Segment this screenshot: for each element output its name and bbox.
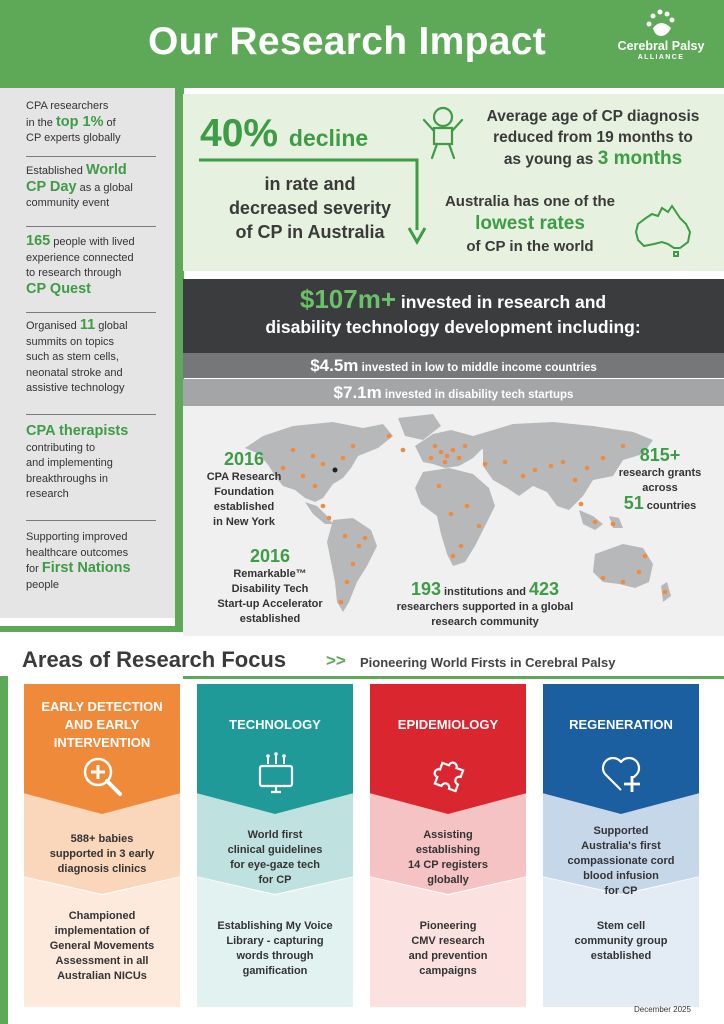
highlight: CP Day <box>26 178 77 195</box>
location-dot <box>313 484 318 489</box>
column-achievement <box>34 909 170 984</box>
location-dot <box>445 454 450 459</box>
column-early-detection <box>24 684 180 1009</box>
annotation-institutions <box>370 579 600 630</box>
location-dot <box>351 562 356 567</box>
location-dot <box>483 462 488 467</box>
text: community group <box>574 935 668 947</box>
sidebar-item-therapists <box>26 424 166 503</box>
sidebar-item-top-experts <box>26 99 166 147</box>
sidebar-item-world-cp-day <box>26 163 166 212</box>
column-achievement <box>553 919 689 964</box>
magnifier-cross-icon <box>80 754 126 800</box>
text: campaigns <box>419 965 477 977</box>
location-dot <box>343 534 348 539</box>
text: healthcare outcomes <box>26 546 129 559</box>
text: TECHNOLOGY <box>229 717 321 732</box>
text: research <box>26 488 69 500</box>
amount: $7.1m <box>333 383 382 402</box>
text: EPIDEMIOLOGY <box>397 717 499 732</box>
location-dot <box>463 444 468 449</box>
date-label: December 2025 <box>634 1005 691 1014</box>
text: Australia has one of the <box>444 193 616 210</box>
text: of CP in the world <box>466 238 594 255</box>
location-dot <box>579 502 584 507</box>
text: and implementing <box>26 457 113 469</box>
text: people <box>26 578 60 591</box>
text: for eye-gaze tech <box>230 859 320 871</box>
location-dot <box>401 448 406 453</box>
text: as a global <box>76 181 133 194</box>
text: Established <box>26 165 86 177</box>
location-dot <box>561 460 566 465</box>
lowest-rates-stat <box>430 191 630 258</box>
investment-amount: $107m+ <box>299 284 397 314</box>
text: CMV research <box>411 935 485 947</box>
decline-stat <box>200 112 368 156</box>
text: diagnosis clinics <box>57 863 147 875</box>
text: compassionate cord <box>567 855 675 867</box>
location-dot <box>345 580 350 585</box>
text: of <box>103 116 116 129</box>
text: people with lived <box>50 236 135 248</box>
location-dot <box>321 462 326 467</box>
highlight: 3 months <box>597 148 683 169</box>
location-dot <box>637 570 642 575</box>
sidebar-item-first-nations <box>26 530 166 593</box>
column-heading <box>543 716 699 734</box>
decline-description <box>195 172 425 244</box>
australia-map-icon <box>632 202 694 258</box>
text: to research through <box>26 267 122 279</box>
computer-icon <box>253 752 299 798</box>
text: blood infusion <box>583 870 659 882</box>
text: research grants <box>618 467 702 479</box>
logo <box>605 8 717 80</box>
new-york-marker <box>333 468 338 473</box>
text: General Movements <box>49 940 155 952</box>
text: for <box>26 563 42 575</box>
highlight: CP Quest <box>26 280 92 297</box>
text: across <box>642 482 678 494</box>
location-dot <box>457 456 462 461</box>
column-heading <box>24 698 180 752</box>
text: contributing to <box>26 441 96 454</box>
text: assistive technology <box>26 382 125 394</box>
location-dot <box>387 434 392 439</box>
location-dot <box>521 474 526 479</box>
highlight: top 1% <box>55 113 104 130</box>
location-dot <box>593 520 598 525</box>
highlight: First Nations <box>41 560 131 576</box>
location-dot <box>439 450 444 455</box>
year: 2016 <box>249 546 291 566</box>
divider <box>26 520 156 521</box>
text: Championed <box>68 910 136 922</box>
investment-text <box>188 284 718 340</box>
text: Average age of CP diagnosis <box>486 108 700 125</box>
text: decreased severity <box>228 198 392 218</box>
divider <box>26 414 156 415</box>
annotation-cpa-foundation <box>188 449 300 530</box>
text: Australia's first <box>581 840 661 852</box>
location-dot <box>451 448 456 453</box>
location-dot <box>437 484 442 489</box>
highlight: 11 <box>79 317 96 333</box>
text: Australian NICUs <box>57 970 147 982</box>
text: for CP <box>604 885 638 897</box>
column-achievement <box>207 919 343 979</box>
column-epidemiology <box>370 684 526 1009</box>
location-dot <box>573 478 578 483</box>
location-dot <box>549 464 554 469</box>
column-heading <box>197 716 353 734</box>
header-banner <box>0 0 724 88</box>
chevron-double-right-icon: >> <box>326 651 346 670</box>
areas-title: Areas of Research Focus <box>22 647 287 672</box>
text: as young as <box>503 151 598 168</box>
text: 588+ babies <box>70 833 134 845</box>
text: Start-up Accelerator <box>217 598 323 610</box>
text: REGENERATION <box>569 717 673 732</box>
location-dot <box>663 590 668 595</box>
puzzle-icon <box>428 754 470 796</box>
text: in rate and <box>264 174 356 194</box>
text: such as stem cells, <box>26 351 119 363</box>
text: invested in low to middle income countries <box>358 362 597 374</box>
text: Supporting improved <box>26 531 128 543</box>
text: Stem cell <box>596 920 646 932</box>
heart-plus-icon <box>599 754 645 796</box>
page-title: Our Research Impact <box>148 20 547 63</box>
text: breakthroughs in <box>26 472 108 485</box>
text: invested in disability tech startups <box>381 389 574 401</box>
highlight: CPA therapists <box>26 423 129 439</box>
text: Organised <box>26 320 80 332</box>
highlight: 165 <box>26 233 51 249</box>
text: community event <box>26 197 110 209</box>
text: Assessment in all <box>55 955 149 967</box>
logo-name: Cerebral Palsy <box>617 39 705 53</box>
annotation-accelerator <box>200 546 340 627</box>
location-dot <box>611 522 616 527</box>
text: Pioneering <box>419 920 477 932</box>
decline-label: decline <box>288 125 369 151</box>
column-heading <box>370 716 526 734</box>
annotation-grants <box>605 445 715 514</box>
text: in the <box>26 116 56 129</box>
highlight: lowest rates <box>475 213 585 234</box>
text: words through <box>236 950 314 962</box>
location-dot <box>459 544 464 549</box>
investment-bar-startups <box>183 379 724 406</box>
institutions-count: 193 <box>410 579 441 599</box>
year: 2016 <box>223 449 265 469</box>
text: reduced from 19 months to <box>493 129 693 146</box>
text: clinical guidelines <box>227 844 323 856</box>
location-dot <box>363 536 368 541</box>
column-stat <box>207 828 343 888</box>
location-dot <box>585 466 590 471</box>
location-dot <box>451 554 456 559</box>
divider <box>26 312 156 313</box>
location-dot <box>311 454 316 459</box>
text: AND EARLY <box>64 717 140 732</box>
location-dot <box>465 504 470 509</box>
text: Foundation <box>214 486 274 498</box>
sidebar-frame-right <box>175 273 183 632</box>
diagnosis-stat <box>470 106 716 170</box>
text: implementation of <box>54 925 150 937</box>
investment-bar-lmic <box>183 353 724 378</box>
text: EARLY DETECTION <box>41 699 163 714</box>
sidebar-frame-bottom <box>0 626 183 632</box>
text: Supported <box>593 825 649 837</box>
text: CP experts globally <box>26 132 121 144</box>
location-dot <box>321 504 326 509</box>
text: establishing <box>415 844 481 856</box>
column-stat <box>380 828 516 888</box>
location-dot <box>351 444 356 449</box>
text: CPA researchers <box>26 100 109 112</box>
location-dot <box>477 524 482 529</box>
text: established <box>239 613 301 625</box>
text: global <box>95 320 128 332</box>
text: Establishing My Voice <box>217 920 333 932</box>
column-achievement <box>380 919 516 979</box>
column-technology <box>197 684 353 1009</box>
divider <box>26 226 156 227</box>
areas-frame-left <box>0 676 8 1024</box>
text: research community <box>431 616 539 628</box>
location-dot <box>341 456 346 461</box>
africa <box>415 468 495 566</box>
text: 14 CP registers <box>408 859 488 871</box>
text: CPA Research <box>206 471 282 483</box>
text: supported in 3 early <box>49 848 155 860</box>
sidebar-item-cp-quest <box>26 234 166 298</box>
amount: $4.5m <box>310 356 359 375</box>
location-dot <box>429 456 434 461</box>
text: globally <box>427 874 469 886</box>
central-america <box>305 502 333 524</box>
location-dot <box>449 512 454 517</box>
text: institutions and <box>441 586 529 598</box>
highlight: World <box>85 162 127 178</box>
text: of CP in Australia <box>235 222 385 242</box>
handprint-icon <box>641 8 681 38</box>
column-stat <box>553 824 689 899</box>
areas-subtitle: Pioneering World Firsts in Cerebral Palsy <box>360 655 616 670</box>
text: researchers supported in a global <box>396 601 574 613</box>
text: Assisting <box>423 829 473 841</box>
text: in New York <box>213 516 275 528</box>
text: Remarkable™ <box>233 568 307 580</box>
areas-rule <box>183 676 724 679</box>
location-dot <box>357 544 362 549</box>
countries-count: 51 <box>623 493 644 513</box>
text: Library - capturing <box>226 935 324 947</box>
text: established <box>213 501 275 513</box>
location-dot <box>503 460 508 465</box>
location-dot <box>621 580 626 585</box>
text: disability technology development including: <box>265 317 641 337</box>
location-dot <box>443 460 448 465</box>
text: and prevention <box>408 950 488 962</box>
text: experience connected <box>26 251 134 264</box>
column-stat <box>34 832 170 877</box>
location-dot <box>433 444 438 449</box>
text: neonatal stroke and <box>26 366 123 379</box>
baby-icon <box>420 104 466 162</box>
text: INTERVENTION <box>53 735 151 750</box>
text: invested in research and <box>396 292 607 312</box>
divider <box>26 156 156 157</box>
grants-count: 815+ <box>639 445 681 465</box>
location-dot <box>301 474 306 479</box>
researchers-count: 423 <box>529 579 560 599</box>
text: gamification <box>242 965 308 977</box>
text: World first <box>247 829 303 841</box>
text: established <box>590 950 652 962</box>
sidebar-item-summits <box>26 318 166 397</box>
column-regeneration <box>543 684 699 1009</box>
text: countries <box>643 500 697 512</box>
location-dot <box>327 516 332 521</box>
logo-sub: ALLIANCE <box>637 54 685 61</box>
location-dot <box>601 576 606 581</box>
text: for CP <box>258 874 292 886</box>
percent-value: 40% <box>200 112 279 155</box>
text: Disability Tech <box>231 583 309 595</box>
text: summits on topics <box>26 335 115 348</box>
location-dot <box>533 468 538 473</box>
location-dot <box>643 554 648 559</box>
